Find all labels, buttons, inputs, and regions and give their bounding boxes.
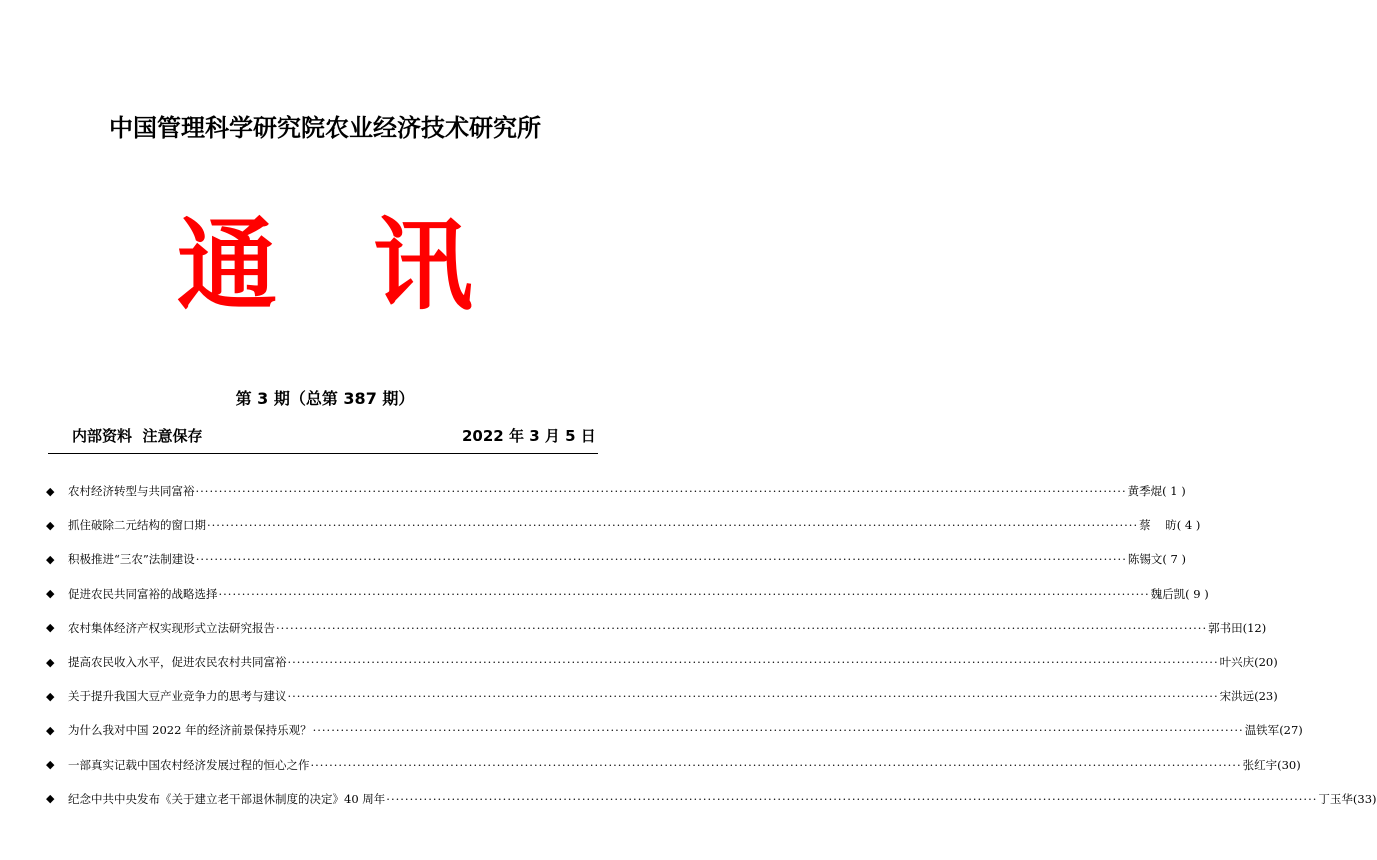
- toc-entry-title: 纪念中共中央发布《关于建立老干部退休制度的决定》40 周年: [68, 791, 386, 806]
- dot-leader: ········································································································································································································: [207, 518, 1139, 533]
- toc-entry-author: 温铁军: [1244, 723, 1280, 738]
- table-of-contents: [46, 474, 1377, 816]
- toc-entry-author: 蔡 昉: [1139, 518, 1177, 533]
- toc-entry-page: (30): [1277, 757, 1301, 772]
- dot-leader: ········································································································································································································: [386, 791, 1318, 806]
- diamond-bullet-icon: ◆: [46, 587, 55, 601]
- masthead-char-2: 讯: [373, 206, 473, 324]
- toc-entry-author: 叶兴庆: [1219, 655, 1255, 670]
- toc-entry-title: 积极推进“三农”法制建设: [68, 552, 195, 567]
- diamond-bullet-icon: ◆: [46, 689, 55, 703]
- diamond-bullet-icon: ◆: [46, 518, 55, 532]
- toc-entry-page: ( 1 ): [1162, 484, 1186, 499]
- toc-entry-page: ( 4 ): [1176, 518, 1201, 533]
- dot-leader: ········································································································································································································: [195, 552, 1127, 567]
- toc-entry-title: 抓住破除二元结构的窗口期: [68, 518, 206, 533]
- toc-entry-author: 郭书田: [1208, 620, 1243, 635]
- masthead: [0, 206, 650, 324]
- toc-entry-page: ( 7 ): [1162, 552, 1186, 567]
- toc-entry-title: 提高农民收入水平，促进农民农村共同富裕: [68, 655, 287, 670]
- dot-leader: ········································································································································································································: [195, 484, 1127, 499]
- toc-entry-title: 农村集体经济产权实现形式立法研究报告: [68, 620, 275, 635]
- diamond-bullet-icon: ◆: [46, 723, 55, 737]
- toc-entry-title: 促进农民共同富裕的战略选择: [68, 586, 218, 601]
- toc-entry-page: (23): [1254, 689, 1278, 704]
- toc-entry[interactable]: [46, 748, 1301, 782]
- toc-entry-author: 黄季焜: [1127, 484, 1163, 499]
- toc-entry-author: 丁玉华: [1318, 791, 1353, 806]
- dot-leader: ········································································································································································································: [276, 620, 1208, 635]
- toc-entry-page: (33): [1352, 791, 1377, 806]
- toc-entry-author: 宋洪远: [1219, 689, 1255, 704]
- dot-leader: ········································································································································································································: [310, 757, 1242, 772]
- toc-entry[interactable]: [46, 577, 1209, 611]
- classification-label: 内部资料 注意保存: [72, 427, 203, 445]
- diamond-bullet-icon: ◆: [46, 552, 55, 566]
- dot-leader: ········································································································································································································: [312, 723, 1244, 738]
- toc-entry-author: 张红宇: [1242, 757, 1278, 772]
- dot-leader: ········································································································································································································: [218, 586, 1150, 601]
- toc-entry[interactable]: [46, 645, 1278, 679]
- toc-entry-title: 一部真实记载中国农村经济发展过程的恒心之作: [68, 757, 310, 772]
- diamond-bullet-icon: ◆: [46, 758, 55, 772]
- toc-entry[interactable]: [46, 508, 1201, 542]
- toc-entry[interactable]: [46, 782, 1377, 816]
- toc-entry-title: 为什么我对中国 2022 年的经济前景保持乐观？: [68, 723, 312, 738]
- toc-entry-title: 农村经济转型与共同富裕: [68, 484, 195, 499]
- toc-entry-title: 关于提升我国大豆产业竞争力的思考与建议: [68, 689, 287, 704]
- organization-title: 中国管理科学研究院农业经济技术研究所: [109, 114, 541, 142]
- toc-entry[interactable]: [46, 474, 1186, 508]
- diamond-bullet-icon: ◆: [46, 621, 55, 635]
- toc-entry[interactable]: [46, 713, 1303, 747]
- diamond-bullet-icon: ◆: [46, 655, 55, 669]
- toc-entry[interactable]: [46, 679, 1278, 713]
- diamond-bullet-icon: ◆: [46, 792, 55, 806]
- toc-entry-page: ( 9 ): [1185, 586, 1209, 601]
- toc-entry-page: (12): [1242, 620, 1267, 635]
- toc-entry[interactable]: [46, 611, 1267, 645]
- toc-entry-page: (20): [1254, 655, 1278, 670]
- header-divider: [48, 453, 598, 454]
- toc-entry-author: 魏后凯: [1150, 586, 1186, 601]
- masthead-char-1: 通: [177, 206, 277, 324]
- toc-entry-page: (27): [1279, 723, 1303, 738]
- toc-entry[interactable]: [46, 542, 1186, 576]
- dot-leader: ········································································································································································································: [287, 655, 1219, 670]
- dot-leader: ········································································································································································································: [287, 689, 1219, 704]
- publication-date: 2022 年 3 月 5 日: [462, 427, 596, 445]
- diamond-bullet-icon: ◆: [46, 484, 55, 498]
- toc-entry-author: 陈锡文: [1127, 552, 1163, 567]
- issue-number: 第 3 期（总第 387 期）: [235, 389, 415, 408]
